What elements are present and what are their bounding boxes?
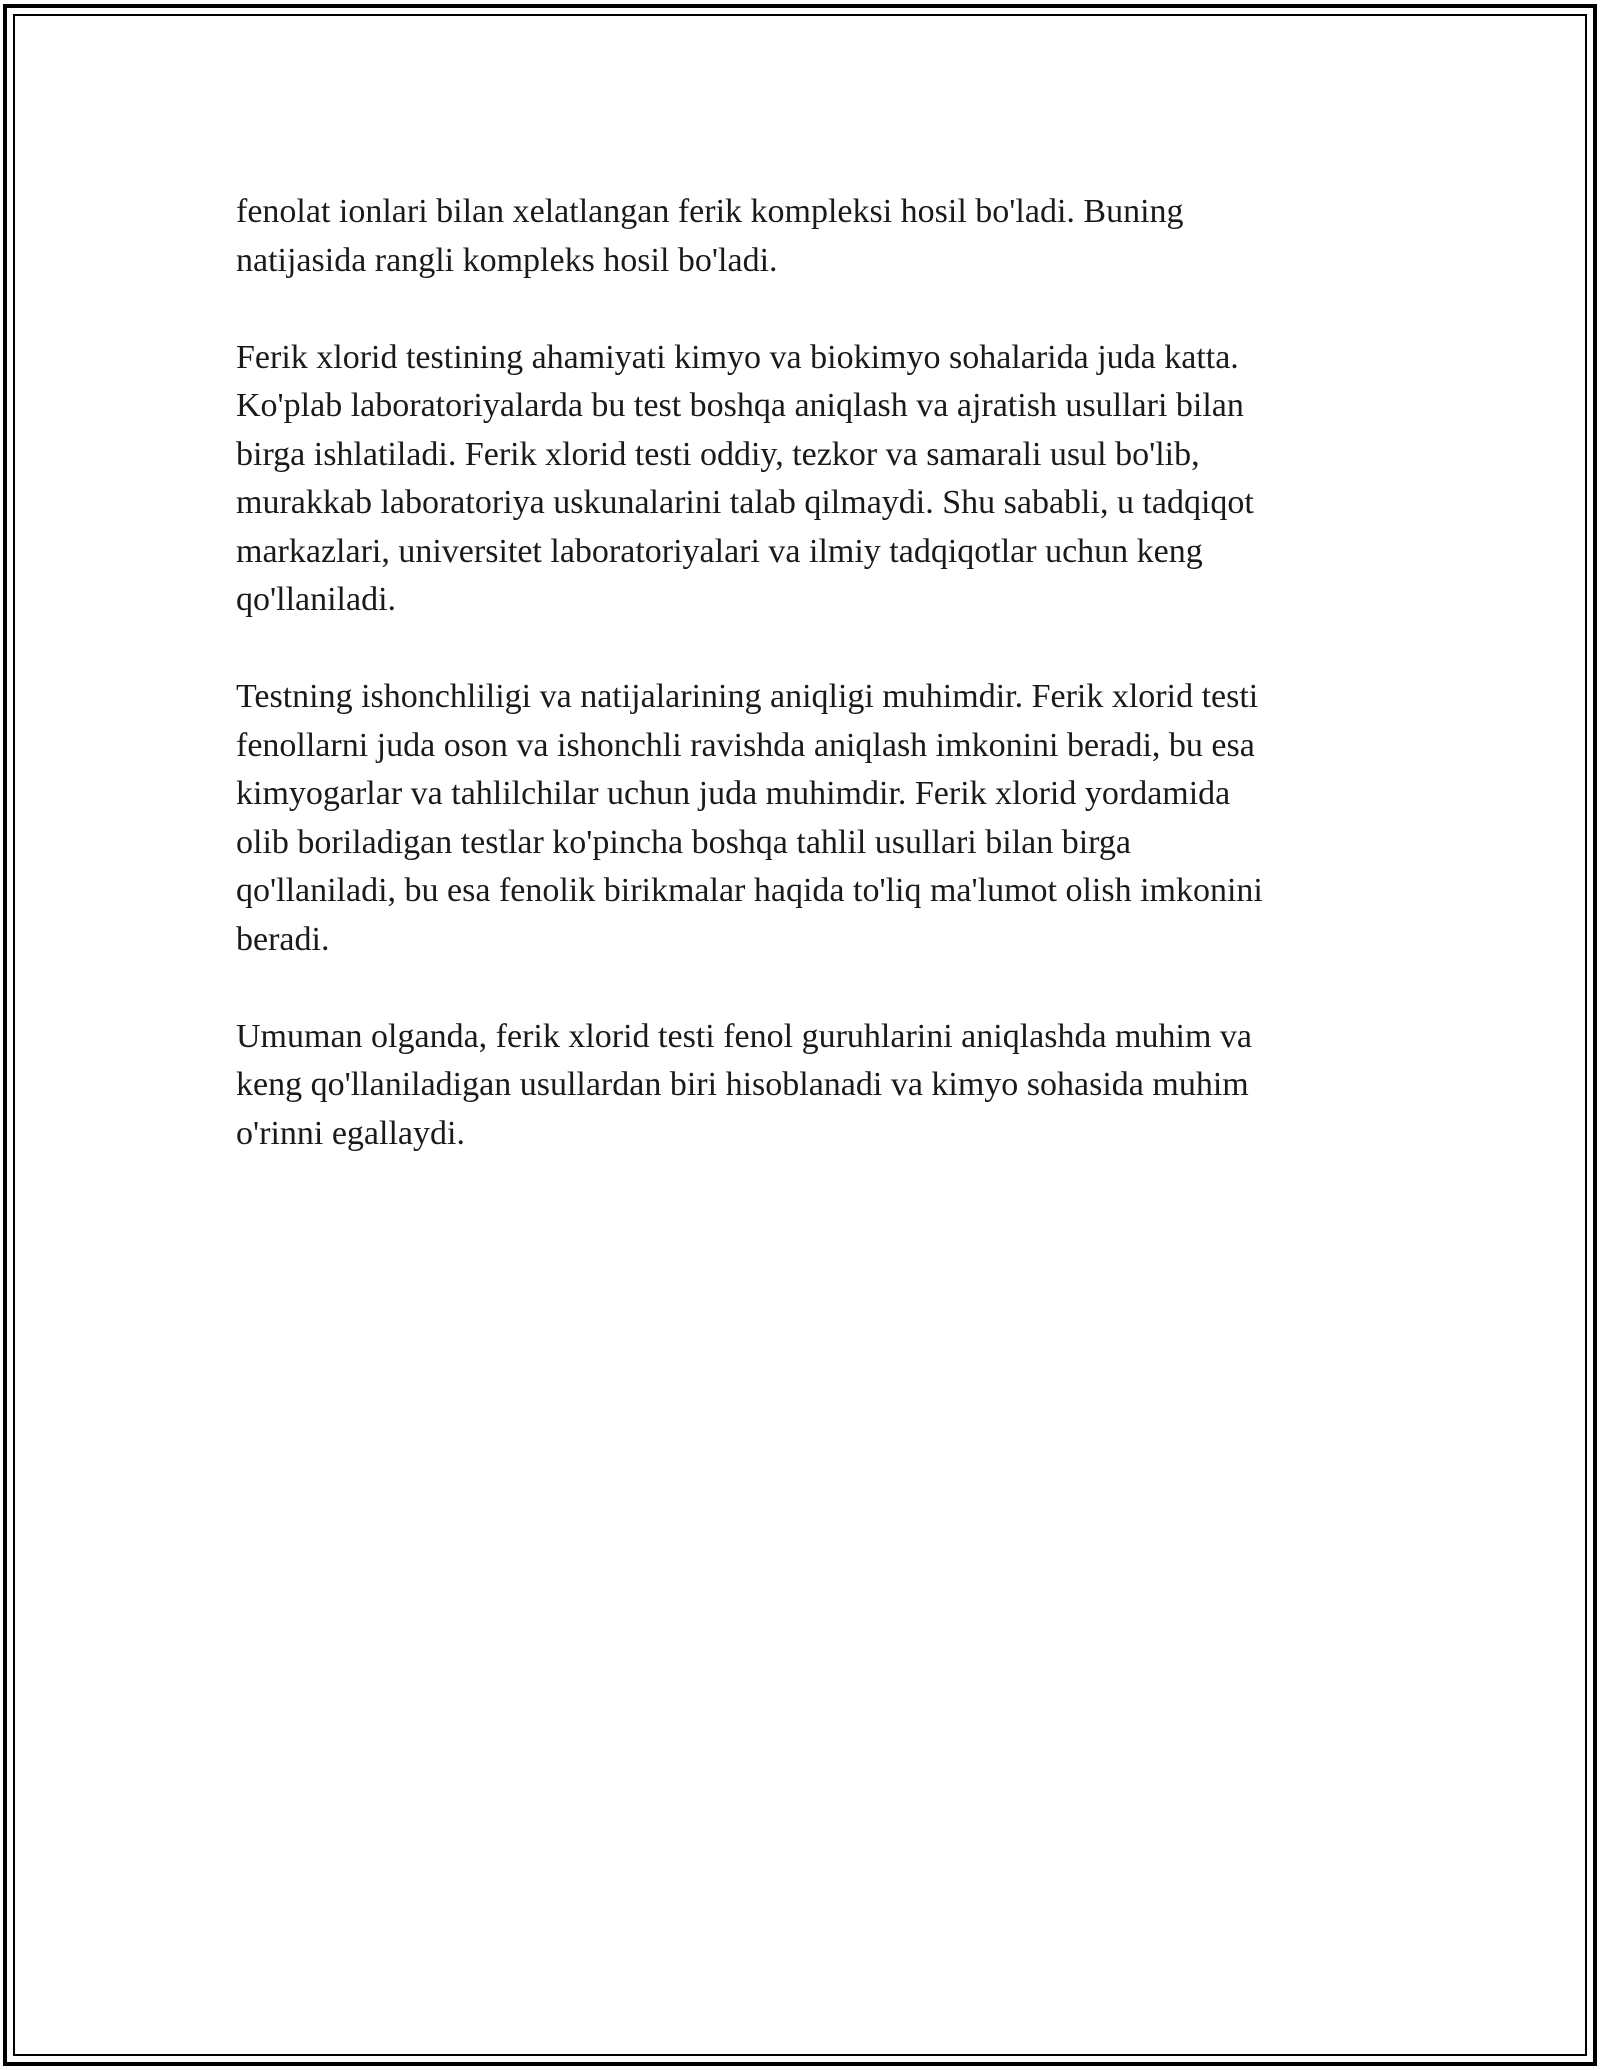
paragraph-1: fenolat ionlari bilan xelatlangan ferik kompleksi hosil bo'ladi. Buning natijasida rangli kompleks hosil bo'ladi. xyxy=(236,193,1184,279)
paragraph-4: Umuman olganda, ferik xlorid testi fenol guruhlarini aniqlashda muhim va keng qo'llaniladigan usullardan biri hisoblanadi va kimyo sohasida muhim o'rinni egallaydi. xyxy=(236,1017,1252,1152)
document-body xyxy=(236,188,1376,1207)
paragraph-2: Ferik xlorid testining ahamiyati kimyo va biokimyo sohalarida juda katta. Ko'plab laboratoriyalarda bu test boshqa aniqlash va ajratish usullari bilan birga ishlatiladi. Ferik xlorid testi oddiy, tezkor va samarali usul bo'lib, murakkab laboratoriya uskunalarini talab qilmaydi. Shu sababli, u tadqiqot markazlari, universitet laboratoriyalari va ilmiy tadqiqotlar uchun keng qo'llaniladi. xyxy=(236,338,1254,618)
paragraph-3: Testning ishonchliligi va natijalarining aniqligi muhimdir. Ferik xlorid testi fenollarni juda oson va ishonchli ravishda aniqlash imkonini beradi, bu esa kimyogarlar va tahlilchilar uchun juda muhimdir. Ferik xlorid yordamida olib boriladigan testlar ko'pincha boshqa tahlil usullari bilan birga qo'llaniladi, bu esa fenolik birikmalar haqida to'liq ma'lumot olish imkonini beradi. xyxy=(236,678,1263,958)
